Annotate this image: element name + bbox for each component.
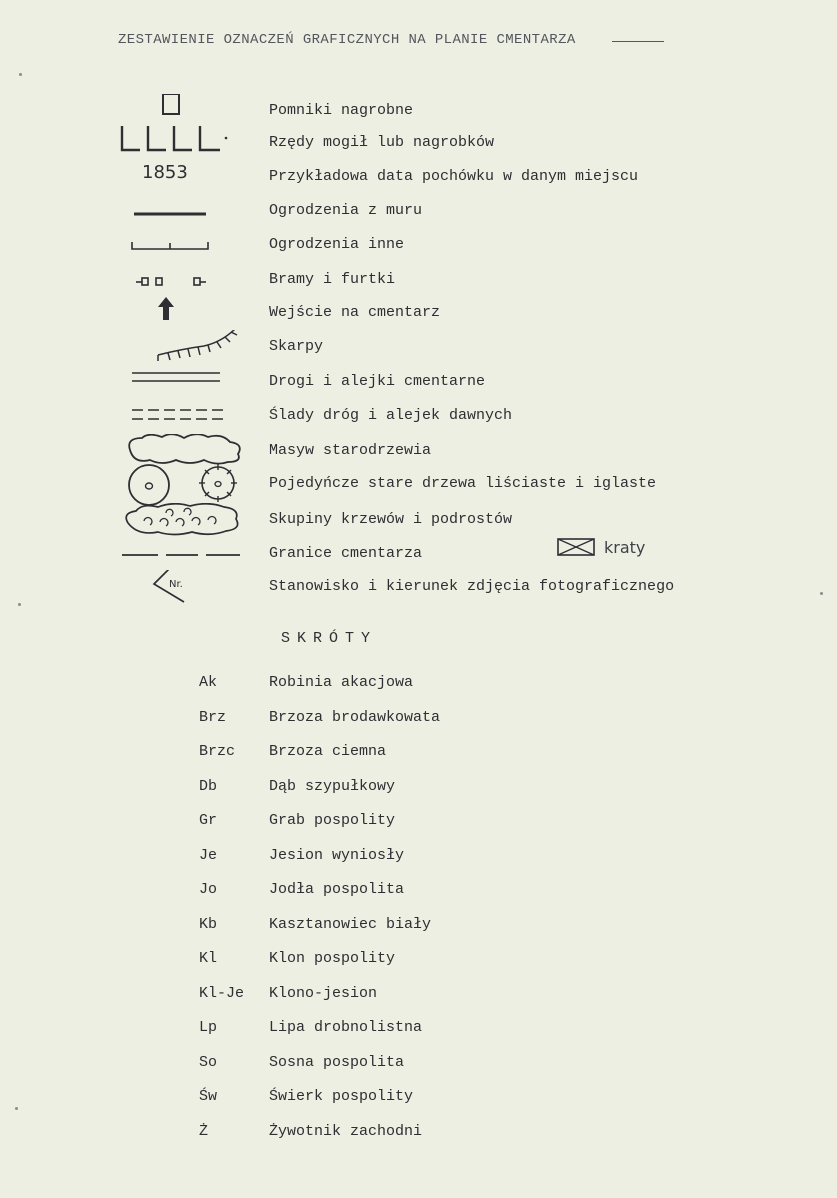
legend-row: [0, 434, 837, 468]
abbreviation-name: Klon pospolity: [269, 950, 396, 967]
paper-speck: [820, 592, 823, 595]
wall-fence-icon: [112, 194, 262, 228]
shrub-group-icon: [112, 503, 262, 537]
page-title: ZESTAWIENIE OZNACZEŃ GRAFICZNYCH NA PLANIE CMENTARZA: [118, 32, 576, 48]
road-icon: [112, 365, 262, 399]
photo-position-icon: [112, 570, 262, 604]
legend-label: Pomniki nagrobne: [269, 102, 414, 119]
abbreviation-name: Jodła pospolita: [269, 881, 405, 898]
paper-speck: [19, 73, 22, 76]
legend-label: Stanowisko i kierunek zdjęcia fotograficznego: [269, 578, 675, 595]
legend-label: Drogi i alejki cmentarne: [269, 373, 486, 390]
abbreviation-name: Świerk pospolity: [269, 1088, 414, 1105]
abbreviation-row: [0, 1123, 837, 1153]
legend-label: Granice cmentarza: [269, 545, 423, 562]
abbreviation-row: [0, 881, 837, 911]
abbreviation-row: [0, 743, 837, 773]
abbreviation-code: Jo: [199, 881, 218, 898]
photo-position-label: Nr.: [169, 579, 183, 590]
legend-label: Wejście na cmentarz: [269, 304, 441, 321]
abbreviation-name: Jesion wyniosły: [269, 846, 405, 864]
legend-row: [0, 160, 837, 194]
kraty-label: kraty: [604, 538, 646, 557]
legend-row: [0, 194, 837, 228]
legend-row: [0, 94, 837, 128]
legend-label: Ogrodzenia z muru: [269, 202, 423, 219]
abbreviation-row: [0, 812, 837, 842]
abbreviations-heading: SKRÓTY: [281, 630, 378, 647]
paper-speck: [18, 603, 21, 606]
legend-row: [0, 296, 837, 330]
legend-row: [0, 537, 837, 571]
abbreviation-row: [0, 916, 837, 946]
abbreviation-name: Grab pospolity: [269, 812, 396, 829]
abbreviation-code: Brz: [199, 708, 227, 726]
abbreviation-code: Je: [199, 846, 218, 864]
abbreviation-code: Ż: [199, 1122, 209, 1140]
other-fence-icon: [112, 228, 262, 262]
legend-row: [0, 503, 837, 537]
abbreviation-row: [0, 674, 837, 704]
abbreviation-row: [0, 847, 837, 877]
crossed-box-icon: [557, 538, 595, 556]
single-tree-icon: [112, 467, 262, 501]
abbreviation-name: Dąb szypułkowy: [269, 777, 396, 795]
abbreviation-row: [0, 985, 837, 1015]
legend-label: Skarpy: [269, 338, 324, 355]
legend-row: [0, 126, 837, 160]
legend-label: Rzędy mogił lub nagrobków: [269, 134, 495, 151]
legend-row: [0, 570, 837, 604]
grave-rows-icon: [112, 126, 262, 160]
title-strike-line: [612, 41, 664, 42]
abbreviation-code: Kl: [199, 950, 218, 967]
slope-icon: [112, 330, 262, 364]
old-tree-mass-icon: [112, 434, 262, 468]
legend-label: Bramy i furtki: [269, 271, 396, 288]
abbreviation-code: Św: [199, 1088, 218, 1105]
abbreviation-name: Brzoza ciemna: [269, 743, 387, 760]
abbreviation-row: [0, 1054, 837, 1084]
cemetery-border-icon: [112, 537, 262, 571]
abbreviation-code: Db: [199, 777, 218, 795]
legend-row: [0, 399, 837, 433]
legend-label: Masyw starodrzewia: [269, 442, 432, 459]
abbreviation-code: So: [199, 1053, 218, 1071]
legend-label: Pojedyńcze stare drzewa liściaste i iglaste: [269, 475, 657, 492]
legend-label: Ślady dróg i alejek dawnych: [269, 407, 513, 424]
abbreviation-code: Ak: [199, 674, 218, 691]
abbreviation-name: Lipa drobnolistna: [269, 1019, 423, 1036]
abbreviation-name: Brzoza brodawkowata: [269, 708, 441, 726]
abbreviation-row: [0, 1088, 837, 1118]
legend-label: Przykładowa data pochówku w danym miejscu: [269, 168, 639, 185]
abbreviation-name: Klono-jesion: [269, 984, 378, 1002]
legend-row: [0, 263, 837, 297]
abbreviation-code: Gr: [199, 812, 218, 829]
abbreviation-code: Brzc: [199, 743, 236, 760]
abbreviation-row: [0, 950, 837, 980]
legend-label: Ogrodzenia inne: [269, 236, 405, 253]
abbreviation-row: [0, 778, 837, 808]
entrance-arrow-icon: [112, 296, 262, 330]
abbreviation-name: Żywotnik zachodni: [269, 1122, 423, 1140]
abbreviation-name: Sosna pospolita: [269, 1053, 405, 1071]
date-symbol-text: 1853: [142, 162, 188, 183]
date-1853-symbol: [112, 160, 262, 194]
legend-row: [0, 228, 837, 262]
legend-row: [0, 467, 837, 501]
monument-icon: [112, 94, 262, 128]
old-road-icon: [112, 399, 262, 433]
abbreviation-code: Lp: [199, 1019, 218, 1036]
abbreviation-name: Kasztanowiec biały: [269, 915, 432, 933]
legend-label: Skupiny krzewów i podrostów: [269, 511, 513, 528]
abbreviation-code: Kl-Je: [199, 984, 245, 1002]
legend-row: [0, 330, 837, 364]
gate-icon: [112, 263, 262, 297]
abbreviation-row: [0, 709, 837, 739]
paper-speck: [15, 1107, 18, 1110]
legend-row: [0, 365, 837, 399]
abbreviation-code: Kb: [199, 915, 218, 933]
abbreviation-row: [0, 1019, 837, 1049]
abbreviation-name: Robinia akacjowa: [269, 674, 414, 691]
